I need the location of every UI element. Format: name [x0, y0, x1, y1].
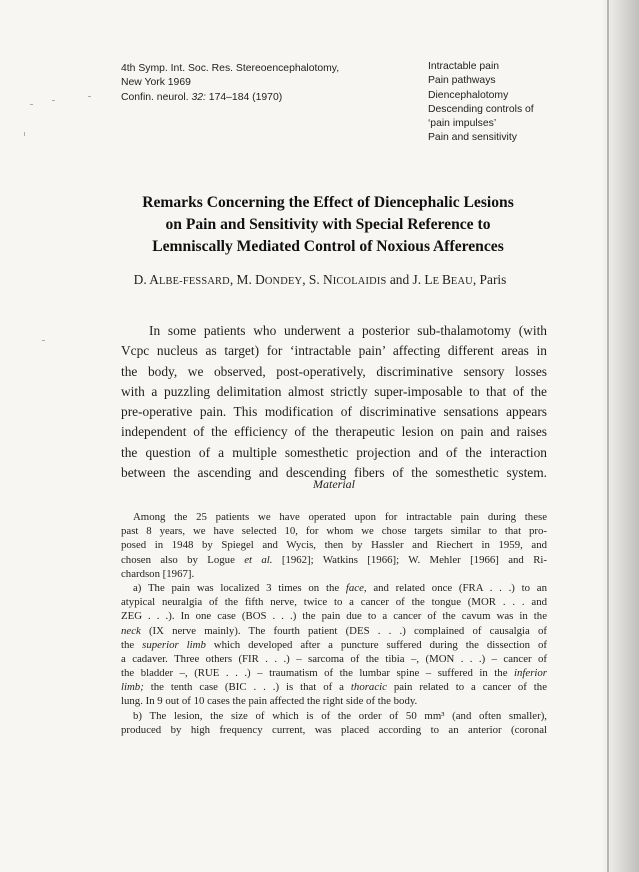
- author-text: , M. D: [229, 272, 265, 287]
- abstract-line: the question of a multiple somesthetic projection and of the interaction: [121, 444, 547, 460]
- title-line: on Pain and Sensitivity with Special Reference to: [165, 216, 491, 233]
- author-text: D. A: [133, 272, 159, 287]
- abstract-line: independent of the efficiency of the therapeutic lesion on pain and raises: [121, 424, 547, 440]
- keyword: Pain pathways: [428, 75, 496, 87]
- author-text: E: [432, 276, 442, 287]
- page-edge-line: [607, 0, 609, 872]
- body-text-run: superior limb: [142, 638, 206, 651]
- body-line: atypical neuralgia of the fifth nerve, twice to a cancer of the tongue (MOR . . . and: [121, 596, 547, 609]
- journal-name: Confin. neurol.: [121, 91, 192, 103]
- scan-speck: [88, 96, 91, 97]
- body-line: ZEG . . .). In one case (BOS . . .) the pain due to a cancer of the cavum was in the: [121, 610, 547, 623]
- abstract: [121, 321, 547, 483]
- body-text-run: a) The pain was localized 3 times on the: [133, 581, 346, 594]
- body-line: Among the 25 patients we have operated upon for intractable pain during these: [133, 511, 547, 523]
- body-line: [121, 638, 547, 652]
- body-text-run: (IX nerve mainly). The fourth patient (DES . . .) complained of causalgia of: [140, 624, 547, 637]
- section-heading: Material: [313, 477, 355, 491]
- body-line: [121, 624, 547, 638]
- author-text: , S. N: [302, 272, 333, 287]
- scan-speck: [52, 100, 55, 101]
- body-line: b) The lesion, the size of which is of the order of 50 mm³ (and often smaller),: [133, 709, 547, 722]
- body-line: [121, 680, 547, 694]
- body-text-run: which developed after a puncture suffered during the dissection of: [205, 638, 547, 651]
- keyword: Intractable pain: [428, 61, 500, 72]
- keyword: Diencephalotomy: [428, 89, 509, 101]
- author-line: [100, 272, 540, 288]
- citation-line: New York 1969: [121, 77, 191, 89]
- abstract-line: the body, we observed, post-operatively, discriminative sensory losses: [121, 363, 547, 379]
- body-text-run: thoracic: [350, 681, 387, 694]
- author-text: ONDEY: [264, 276, 303, 287]
- author-text: LBE-FESSARD: [158, 276, 230, 287]
- body-text-run: the bladder –, (RUE . . .) – traumatism of the lumbar spine – suffered in the: [121, 667, 514, 680]
- abstract-line: Vcpc nucleus as target) for ‘intractable pain’ affecting different areas in: [121, 343, 547, 359]
- body-text-run: the: [121, 638, 143, 651]
- body-text-run: inferior: [514, 667, 547, 680]
- body-text-run: et al.: [244, 553, 273, 566]
- body-text-run: and related once (FRA . . .) to an: [366, 581, 547, 594]
- body-text-run: face,: [345, 581, 367, 594]
- citation-block: [121, 62, 339, 105]
- scan-speck: [24, 132, 25, 136]
- scan-speck: [30, 104, 33, 105]
- keywords-block: [428, 60, 534, 146]
- author-text: and J. L: [386, 272, 433, 287]
- title-line: Lemniscally Mediated Control of Noxious Afferences: [152, 238, 504, 255]
- author-place: , Paris: [472, 272, 507, 287]
- journal-pages: 174–184 (1970): [205, 91, 283, 103]
- body-text-run: chosen also by Logue: [121, 553, 245, 566]
- keyword: Descending controls of: [428, 103, 534, 115]
- body-line: past 8 years, we have selected 10, for whom we chose targets similar to that pro-: [121, 525, 547, 538]
- body-line: produced by high frequency current, was placed according to an anterior (coronal: [121, 723, 547, 736]
- journal-line: [121, 91, 339, 105]
- body-line: a cadaver. Three others (FIR . . .) – sarcoma of the tibia –, (MON . . .) – cancer of: [121, 652, 547, 665]
- title-line: Remarks Concerning the Effect of Diencephalic Lesions: [142, 194, 514, 211]
- body-text-run: limb;: [121, 681, 144, 694]
- journal-volume: 32:: [191, 91, 206, 103]
- abstract-line: pre-operative pain. This modification of discriminative sensations appears: [121, 404, 547, 420]
- body-text-run: neck: [121, 624, 141, 637]
- abstract-line: In some patients who underwent a posterior sub-thalamotomy (with: [149, 323, 547, 338]
- body-line: [121, 581, 547, 595]
- citation-line: 4th Symp. Int. Soc. Res. Stereoencephalotomy,: [121, 63, 340, 74]
- scan-speck: [42, 340, 45, 341]
- body-line: chardson [1967].: [121, 567, 195, 580]
- abstract-line: between the ascending and descending fibers of the somesthetic system.: [121, 465, 547, 481]
- body-line: lung. In 9 out of 10 cases the pain affected the right side of the body.: [121, 695, 418, 708]
- author-text: B: [441, 272, 451, 287]
- keyword: Pain and sensitivity: [428, 132, 517, 144]
- paper-title: [128, 192, 528, 258]
- keyword: ‘pain impulses’: [428, 118, 497, 130]
- abstract-line: with a puzzling delimitation almost strictly super-imposable to that of the: [121, 383, 547, 399]
- body-text-run: pain related to a cancer of the: [386, 681, 547, 694]
- body-line: [121, 553, 547, 567]
- body-line: posed in 1948 by Spiegel and Wycis, then by Hassler and Riechert in 1959, and: [121, 539, 547, 552]
- author-text: ICOLAIDIS: [332, 276, 387, 287]
- author-text: EAU: [450, 276, 473, 287]
- body-text-run: the tenth case (BIC . . .) is that of a: [143, 681, 351, 694]
- body-text-run: [1962]; Watkins [1966]; W. Mehler [1966] and Ri-: [272, 553, 547, 566]
- body-line: [121, 666, 547, 680]
- body-text: [121, 510, 547, 737]
